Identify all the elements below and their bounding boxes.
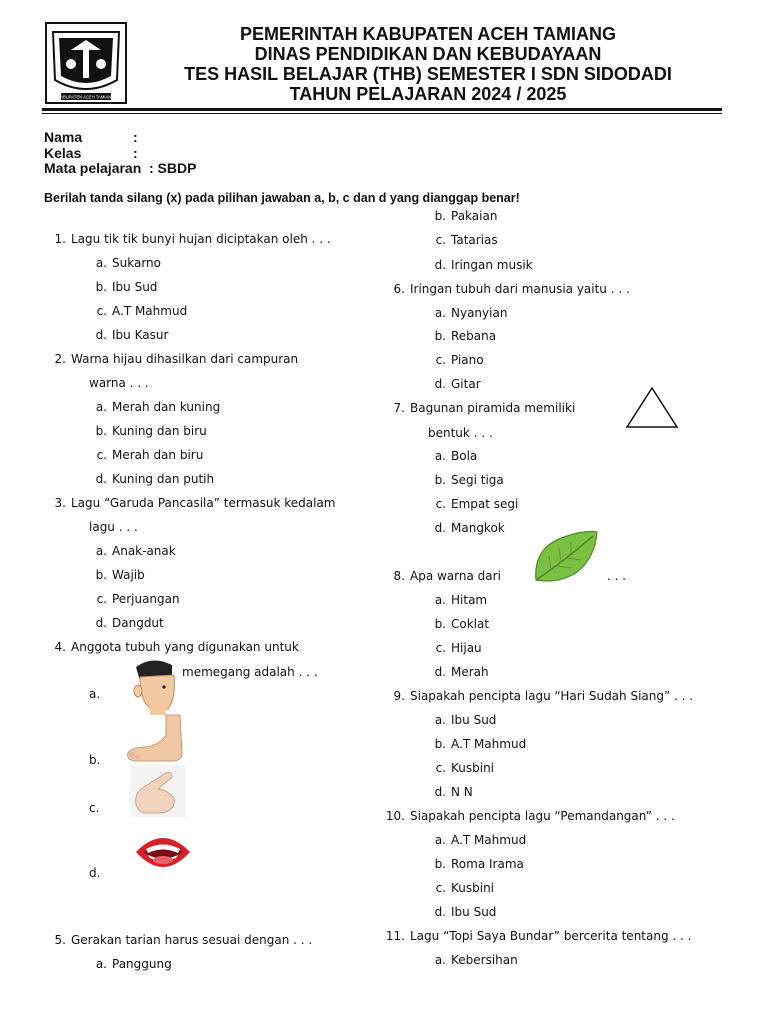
kelas-label: Kelas xyxy=(44,145,82,161)
q8-option-b[interactable]: b. Coklat xyxy=(434,617,490,631)
q3-option-d[interactable]: d. Dangdut xyxy=(95,616,164,630)
question-7: 7. Bagunan piramida memiliki xyxy=(393,401,576,415)
question-2: 2. Warna hijau dihasilkan dari campuran xyxy=(54,352,299,366)
header-rule-thick xyxy=(42,108,722,111)
q7-option-b[interactable]: b. Segi tiga xyxy=(434,473,504,487)
mapel-label: Mata pelajaran xyxy=(44,160,142,176)
q6-option-b[interactable]: b. Rebana xyxy=(434,329,497,343)
question-5: 5. Gerakan tarian harus sesuai dengan . . . xyxy=(54,933,313,947)
q6-option-c[interactable]: c. Piano xyxy=(435,353,484,367)
question-1: 1. Lagu tik tik bunyi hujan diciptakan oleh . . . xyxy=(54,232,331,246)
q3-option-c[interactable]: c. Perjuangan xyxy=(96,592,180,606)
q1-option-d[interactable]: d. Ibu Kasur xyxy=(95,328,169,342)
q8-option-c[interactable]: c. Hijau xyxy=(435,641,482,655)
mapel-value: : SBDP xyxy=(149,160,197,176)
q7-option-d[interactable]: d. Mangkok xyxy=(434,521,505,535)
q1-option-b[interactable]: b. Ibu Sud xyxy=(95,280,158,294)
question-4: 4. Anggota tubuh yang digunakan untuk xyxy=(54,640,299,654)
q1-option-a[interactable]: a. Sukarno xyxy=(95,256,161,270)
header-line-4: TAHUN PELAJARAN 2024 / 2025 xyxy=(289,84,567,104)
q7-option-c[interactable]: c. Empat segi xyxy=(435,497,519,511)
q10-option-a[interactable]: a. A.T Mahmud xyxy=(434,833,527,847)
question-9: 9. Siapakah pencipta lagu “Hari Sudah Siang” . . . xyxy=(393,689,694,703)
question-3-cont: lagu . . . xyxy=(89,520,138,534)
question-4-cont: memegang adalah . . . xyxy=(182,665,318,679)
q2-option-a[interactable]: a. Merah dan kuning xyxy=(95,400,221,414)
kelas-field[interactable]: : xyxy=(133,145,138,161)
q4-option-c[interactable]: c. xyxy=(89,801,100,815)
question-11: 11. Lagu “Topi Saya Bundar” bercerita tentang . . . xyxy=(385,929,692,943)
q9-option-b[interactable]: b. A.T Mahmud xyxy=(434,737,527,751)
q6-option-a[interactable]: a. Nyanyian xyxy=(434,306,508,320)
mouth-icon xyxy=(134,830,192,876)
hand-icon xyxy=(130,765,186,817)
regency-logo-icon xyxy=(45,22,127,104)
question-8-tail: . . . xyxy=(607,569,627,583)
q8-option-d[interactable]: d. Merah xyxy=(434,665,489,679)
q3-option-a[interactable]: a. Anak-anak xyxy=(95,544,176,558)
question-6: 6. Iringan tubuh dari manusia yaitu . . . xyxy=(393,282,630,296)
question-3: 3. Lagu “Garuda Pancasila” termasuk kedalam xyxy=(54,496,336,510)
q5-option-c[interactable]: c. Tatarias xyxy=(435,233,498,247)
q4-option-d[interactable]: d. xyxy=(89,866,101,880)
q4-option-a[interactable]: a. xyxy=(89,687,101,701)
q5-option-d[interactable]: d. Iringan musik xyxy=(434,258,533,272)
q4-option-b[interactable]: b. xyxy=(89,753,101,767)
q5-option-a[interactable]: a. Panggung xyxy=(95,957,172,971)
nama-field[interactable]: : xyxy=(133,129,138,145)
svg-text:KABUPATEN ACEH TAMIANG: KABUPATEN ACEH TAMIANG xyxy=(57,94,115,100)
q2-option-c[interactable]: c. Merah dan biru xyxy=(96,448,204,462)
q8-option-a[interactable]: a. Hitam xyxy=(434,593,488,607)
question-7-cont: bentuk . . . xyxy=(428,426,493,440)
q1-option-c[interactable]: c. A.T Mahmud xyxy=(96,304,188,318)
q3-option-b[interactable]: b. Wajib xyxy=(95,568,145,582)
header-rule-thin xyxy=(42,113,722,114)
q6-option-d[interactable]: d. Gitar xyxy=(434,377,481,391)
q7-option-a[interactable]: a. Bola xyxy=(434,449,478,463)
triangle-icon xyxy=(624,385,680,431)
foot-icon xyxy=(126,713,184,763)
nama-label: Nama xyxy=(44,129,83,145)
q10-option-b[interactable]: b. Roma Irama xyxy=(434,857,524,871)
question-2-cont: warna . . . xyxy=(89,376,149,390)
q2-option-b[interactable]: b. Kuning dan biru xyxy=(95,424,207,438)
green-leaf-icon xyxy=(533,528,599,584)
question-8: 8. Apa warna dari xyxy=(393,569,501,583)
q9-option-a[interactable]: a. Ibu Sud xyxy=(434,713,497,727)
header-line-3: TES HASIL BELAJAR (THB) SEMESTER I SDN SIDODADI xyxy=(184,64,672,84)
question-10: 10. Siapakah pencipta lagu “Pemandangan” . . . xyxy=(385,809,675,823)
q10-option-c[interactable]: c. Kusbini xyxy=(435,881,495,895)
header-line-2: DINAS PENDIDIKAN DAN KEBUDAYAAN xyxy=(254,44,602,64)
head-face-icon xyxy=(122,659,184,715)
q10-option-d[interactable]: d. Ibu Sud xyxy=(434,905,497,919)
q11-option-a[interactable]: a. Kebersihan xyxy=(434,953,518,967)
q2-option-d[interactable]: d. Kuning dan putih xyxy=(95,472,215,486)
q9-option-d[interactable]: d. N N xyxy=(434,785,473,799)
q9-option-c[interactable]: c. Kusbini xyxy=(435,761,495,775)
q5-option-b[interactable]: b. Pakaian xyxy=(434,209,498,223)
instruction: Berilah tanda silang (x) pada pilihan jawaban a, b, c dan d yang dianggap benar! xyxy=(44,191,520,205)
header-line-1: PEMERINTAH KABUPATEN ACEH TAMIANG xyxy=(240,24,616,44)
